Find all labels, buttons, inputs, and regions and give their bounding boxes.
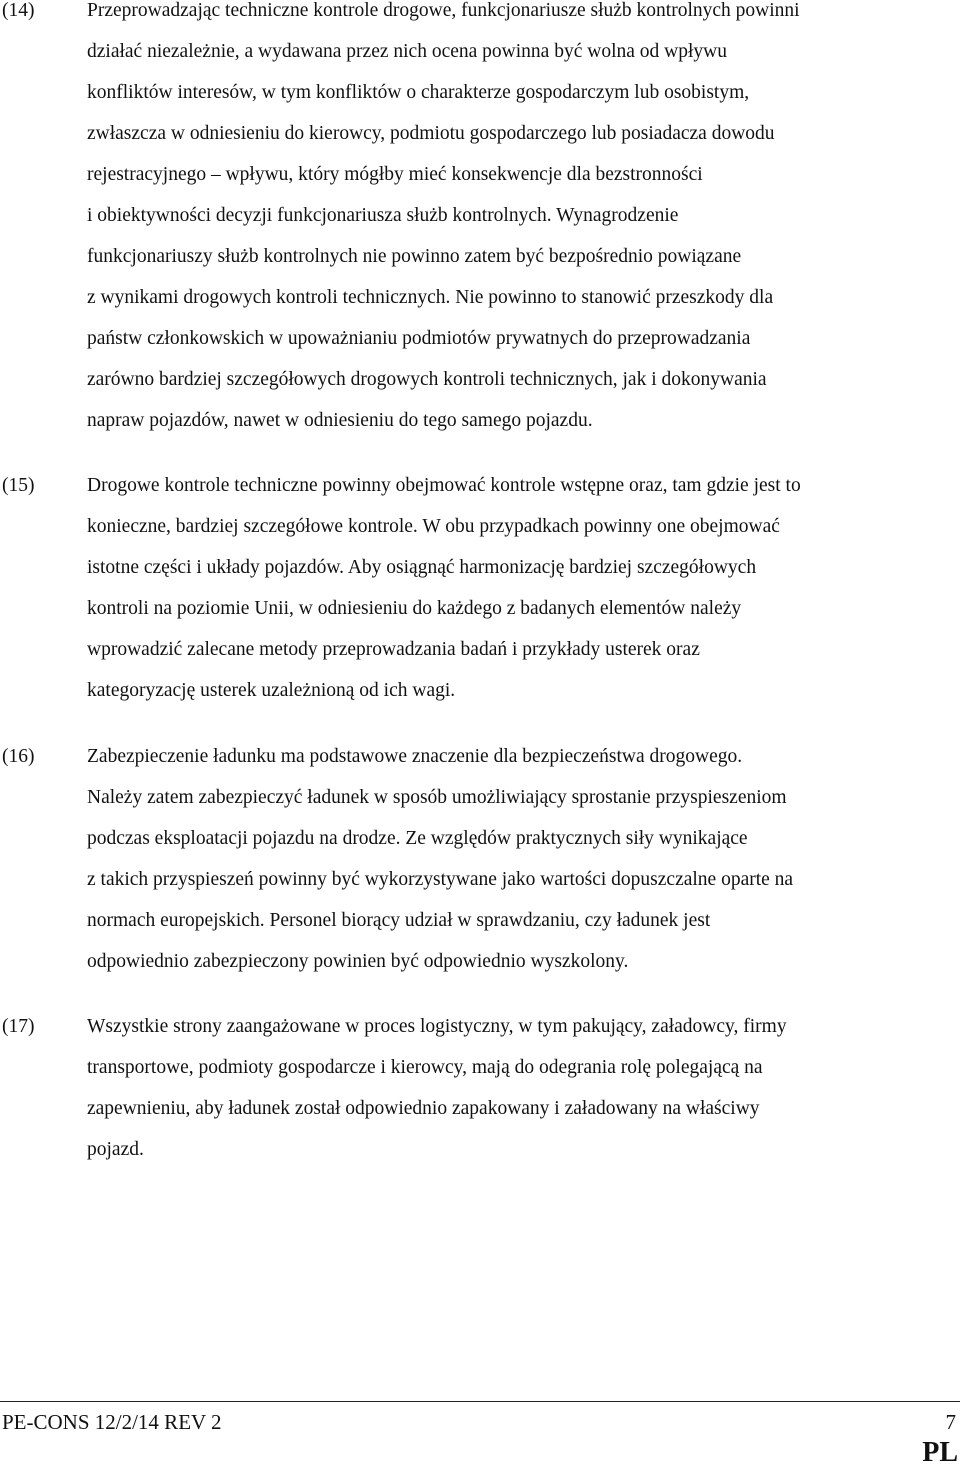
text-line: wprowadzić zalecane metody przeprowadzania badań i przykłady usterek oraz xyxy=(87,639,700,660)
text-line: zarówno bardziej szczegółowych drogowych kontroli technicznych, jak i dokonywania xyxy=(87,369,767,390)
text-line: funkcjonariuszy służb kontrolnych nie powinno zatem być bezpośrednio powiązane xyxy=(87,246,742,267)
recital-number: (15) xyxy=(2,475,35,496)
recital-text xyxy=(87,0,960,441)
text-line: kategoryzację usterek uzależnioną od ich wagi. xyxy=(87,680,456,701)
text-line: transportowe, podmioty gospodarcze i kierowcy, mają do odegrania rolę polegającą na xyxy=(87,1057,763,1078)
text-line: państw członkowskich w upoważnianiu podmiotów prywatnych do przeprowadzania xyxy=(87,328,751,349)
recital-text xyxy=(87,1006,960,1170)
language-code: PL xyxy=(922,1437,958,1468)
text-line: pojazd. xyxy=(87,1139,144,1160)
text-line: rejestracyjnego – wpływu, który mógłby mieć konsekwencje dla bezstronności xyxy=(87,164,703,185)
footer-divider xyxy=(0,1401,960,1402)
text-line: z takich przyspieszeń powinny być wykorzystywane jako wartości dopuszczalne oparte na xyxy=(87,869,794,890)
text-line: napraw pojazdów, nawet w odniesieniu do tego samego pojazdu. xyxy=(87,410,593,431)
text-line: Należy zatem zabezpieczyć ładunek w sposób umożliwiający sprostanie przyspieszeniom xyxy=(87,787,787,808)
recital-number: (16) xyxy=(2,746,35,767)
recital-number: (14) xyxy=(2,0,35,21)
text-line: konfliktów interesów, w tym konfliktów o charakterze gospodarczym lub osobistym, xyxy=(87,82,750,103)
text-line: odpowiednio zabezpieczony powinien być odpowiednio wyszkolony. xyxy=(87,951,629,972)
text-line: istotne części i układy pojazdów. Aby osiągnąć harmonizację bardziej szczegółowych xyxy=(87,557,757,578)
text-line: podczas eksploatacji pojazdu na drodze. Ze względów praktycznych siły wynikające xyxy=(87,828,748,849)
text-line: konieczne, bardziej szczegółowe kontrole. W obu przypadkach powinny one obejmować xyxy=(87,516,780,537)
text-line: zapewnieniu, aby ładunek został odpowiednio zapakowany i załadowany na właściwy xyxy=(87,1098,760,1119)
text-line: i obiektywności decyzji funkcjonariusza służb kontrolnych. Wynagrodzenie xyxy=(87,205,679,226)
document-reference: PE-CONS 12/2/14 REV 2 xyxy=(2,1410,222,1434)
text-line: normach europejskich. Personel biorący udział w sprawdzaniu, czy ładunek jest xyxy=(87,910,711,931)
text-line: Wszystkie strony zaangażowane w proces logistyczny, w tym pakujący, załadowcy, firmy xyxy=(87,1016,787,1037)
text-line: działać niezależnie, a wydawana przez nich ocena powinna być wolna od wpływu xyxy=(87,41,727,62)
text-line: Drogowe kontrole techniczne powinny obejmować kontrole wstępne oraz, tam gdzie jest to xyxy=(87,475,801,496)
text-line: z wynikami drogowych kontroli technicznych. Nie powinno to stanowić przeszkody dla xyxy=(87,287,774,308)
recital-number: (17) xyxy=(2,1016,35,1037)
text-line: zwłaszcza w odniesieniu do kierowcy, podmiotu gospodarczego lub posiadacza dowodu xyxy=(87,123,775,144)
text-line: Przeprowadzając techniczne kontrole drogowe, funkcjonariusze służb kontrolnych powinni xyxy=(87,0,800,21)
text-line: kontroli na poziomie Unii, w odniesieniu do każdego z badanych elementów należy xyxy=(87,598,742,619)
text-line: Zabezpieczenie ładunku ma podstawowe znaczenie dla bezpieczeństwa drogowego. xyxy=(87,746,743,767)
page-number: 7 xyxy=(945,1410,956,1434)
recital-text xyxy=(87,736,960,982)
recital-text xyxy=(87,465,960,711)
